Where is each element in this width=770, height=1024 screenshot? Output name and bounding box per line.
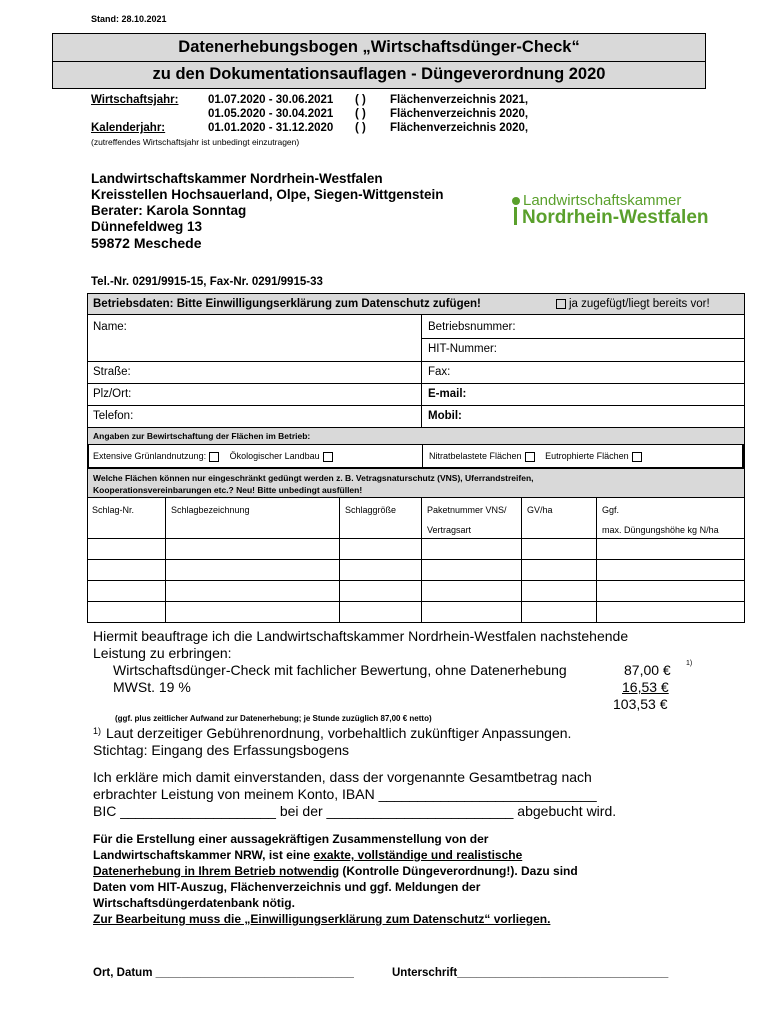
notice-l4: Daten vom HIT-Auszug, Flächenverzeichnis und ggf. Meldungen der bbox=[93, 880, 481, 894]
service-footnote-mark: 1) bbox=[686, 660, 693, 667]
schlag-row[interactable] bbox=[88, 581, 744, 602]
nitrat-checkbox[interactable] bbox=[525, 452, 535, 462]
fn-mark: 1) bbox=[93, 726, 102, 736]
service-price: 87,00 € bbox=[624, 662, 671, 678]
kj-label: Kalenderjahr: bbox=[91, 122, 166, 134]
auftrag-line-1: Hiermit beauftrage ich die Landwirtschaftskammer Nordrhein-Westfalen nachstehende bbox=[93, 628, 629, 644]
form-table bbox=[87, 293, 745, 623]
bew-header: Angaben zur Bewirtschaftung der Flächen im Betrieb: bbox=[93, 431, 311, 441]
wj1-dates: 01.07.2020 - 30.06.2021 bbox=[208, 94, 334, 106]
betrieb-header: Betriebsdaten: Bitte Einwilligungserklärung zum Datenschutz zufügen! bbox=[93, 298, 481, 310]
sepa-line-2[interactable]: erbrachter Leistung von meinem Konto, IBAN ____________________________ bbox=[93, 786, 597, 802]
eutroph-checkbox[interactable] bbox=[632, 452, 642, 462]
schlag-row[interactable] bbox=[88, 539, 744, 560]
col-paket-2: Vertragsart bbox=[427, 525, 472, 535]
wj2-dates: 01.05.2020 - 30.04.2021 bbox=[208, 108, 334, 120]
service-label: Wirtschaftsdünger-Check mit fachlicher Bewertung, ohne Datenerhebung bbox=[113, 662, 567, 678]
wj2-note: Flächenverzeichnis 2020, bbox=[390, 108, 529, 120]
eutroph-label: Eutrophierte Flächen bbox=[545, 451, 629, 461]
mobil-field[interactable]: Mobil: bbox=[428, 410, 462, 422]
title-line-2: zu den Dokumentationsauflagen - Düngeverordnung 2020 bbox=[152, 65, 606, 83]
unterschrift-field[interactable]: Unterschrift_________________________________ bbox=[392, 967, 669, 979]
telefon-field[interactable]: Telefon: bbox=[93, 410, 134, 422]
oeko-checkbox[interactable] bbox=[323, 452, 333, 462]
notice-l3b: (Kontrolle Düngeverordnung!). Dazu sind bbox=[339, 864, 578, 878]
email-field[interactable]: E-mail: bbox=[428, 388, 467, 400]
welche-line-1: Welche Flächen können nur eingeschränkt gedüngt werden z. B. Vetragsnaturschutz (VNS), Uferrandstreifen, bbox=[93, 473, 534, 483]
welche-line-2: Kooperationsvereinbarungen etc.? Neu! Bitte unbedingt ausfüllen! bbox=[93, 485, 363, 495]
footnote-small: (ggf. plus zeitlicher Aufwand zur Datenerhebung; je Stunde zuzüglich 87,00 € netto) bbox=[115, 714, 432, 723]
col-groesse: Schlaggröße bbox=[345, 505, 397, 515]
address-street: Dünnefeldweg 13 bbox=[91, 219, 203, 234]
col-nr: Schlag-Nr. bbox=[92, 505, 135, 515]
wj1-note: Flächenverzeichnis 2021, bbox=[390, 94, 529, 106]
sepa-line-3[interactable]: BIC ____________________ bei der ________________________ abgebucht wird. bbox=[93, 803, 617, 819]
wj2-checkbox[interactable]: ( ) bbox=[355, 108, 366, 120]
consent-label: ja zugefügt/liegt bereits vor! bbox=[569, 298, 710, 310]
period-hint: (zutreffendes Wirtschaftsjahr ist unbedingt einzutragen) bbox=[91, 137, 300, 147]
schlag-row[interactable] bbox=[88, 602, 744, 622]
fn-text: Laut derzeitiger Gebührenordnung, vorbehaltlich zukünftiger Anpassungen. bbox=[106, 725, 572, 741]
col-gv: GV/ha bbox=[527, 505, 553, 515]
col-ggf-1: Ggf. bbox=[602, 505, 620, 515]
address-offices: Kreisstellen Hochsauerland, Olpe, Siegen-Wittgenstein bbox=[91, 187, 444, 202]
oeko-label: Ökologischer Landbau bbox=[229, 451, 320, 461]
consent-checkbox[interactable] bbox=[556, 299, 566, 309]
telefon-row bbox=[88, 406, 744, 428]
mwst-label: MWSt. 19 % bbox=[113, 679, 191, 695]
betriebsnummer-field[interactable]: Betriebsnummer: bbox=[428, 321, 516, 333]
wj-label: Wirtschaftsjahr: bbox=[91, 94, 179, 106]
total-price: 103,53 € bbox=[613, 696, 668, 712]
schlag-header-row bbox=[88, 498, 744, 539]
address-advisor: Berater: Karola Sonntag bbox=[91, 203, 247, 218]
hit-field[interactable]: HIT-Nummer: bbox=[428, 343, 497, 355]
welche-row bbox=[88, 469, 744, 498]
kj-checkbox[interactable]: ( ) bbox=[355, 122, 366, 134]
notice-l2a: Landwirtschaftskammer NRW, ist eine bbox=[93, 848, 314, 862]
nitrat-label: Nitratbelastete Flächen bbox=[429, 451, 522, 461]
strasse-field[interactable]: Straße: bbox=[93, 366, 131, 378]
mwst-price: 16,53 € bbox=[622, 679, 669, 695]
plz-field[interactable]: Plz/Ort: bbox=[93, 388, 132, 400]
extensiv-label: Extensive Grünlandnutzung: bbox=[93, 451, 207, 461]
stand-date: Stand: 28.10.2021 bbox=[91, 14, 167, 24]
auftrag-line-2: Leistung zu erbringen: bbox=[93, 645, 232, 661]
name-row bbox=[88, 315, 744, 362]
title-box bbox=[52, 33, 706, 89]
bew-row bbox=[88, 445, 744, 469]
fax-field[interactable]: Fax: bbox=[428, 366, 451, 378]
wj1-checkbox[interactable]: ( ) bbox=[355, 94, 366, 106]
schlag-row[interactable] bbox=[88, 560, 744, 581]
notice-l3a: Datenerhebung in Ihrem Betrieb notwendig bbox=[93, 864, 340, 878]
betrieb-header-row bbox=[88, 294, 744, 315]
title-line-1: Datenerhebungsbogen „Wirtschaftsdünger-Check“ bbox=[178, 38, 580, 56]
address-org: Landwirtschaftskammer Nordrhein-Westfalen bbox=[91, 171, 383, 186]
logo-text-1: Landwirtschaftskammer bbox=[523, 192, 682, 209]
logo-text-2: Nordrhein-Westfalen bbox=[522, 207, 709, 228]
strasse-row bbox=[88, 362, 744, 384]
notice-l6: Zur Bearbeitung muss die „Einwilligungserklärung zum Datenschutz“ vorliegen. bbox=[93, 912, 551, 926]
plz-row bbox=[88, 384, 744, 406]
col-bez: Schlagbezeichnung bbox=[171, 505, 250, 515]
kj-note: Flächenverzeichnis 2020, bbox=[390, 122, 529, 134]
notice-l1: Für die Erstellung einer aussagekräftigen Zusammenstellung von der bbox=[93, 832, 489, 846]
notice-l5: Wirtschaftsdüngerdatenbank nötig. bbox=[93, 896, 295, 910]
ort-datum-field[interactable]: Ort, Datum _______________________________ bbox=[93, 967, 354, 979]
stichtag: Stichtag: Eingang des Erfassungsbogens bbox=[93, 742, 350, 758]
col-paket-1: Paketnummer VNS/ bbox=[427, 505, 507, 515]
notice-l2b: exakte, vollständige und realistische bbox=[313, 848, 523, 862]
contact-line: Tel.-Nr. 0291/9915-15, Fax-Nr. 0291/9915-33 bbox=[91, 276, 323, 288]
name-field[interactable]: Name: bbox=[93, 321, 127, 333]
bew-header-row bbox=[88, 428, 744, 445]
extensiv-checkbox[interactable] bbox=[209, 452, 219, 462]
kj-dates: 01.01.2020 - 31.12.2020 bbox=[208, 122, 334, 134]
col-ggf-2: max. Düngungshöhe kg N/ha bbox=[602, 525, 719, 535]
sepa-line-1: Ich erkläre mich damit einverstanden, dass der vorgenannte Gesamtbetrag nach bbox=[93, 769, 592, 785]
address-city: 59872 Meschede bbox=[91, 235, 202, 251]
